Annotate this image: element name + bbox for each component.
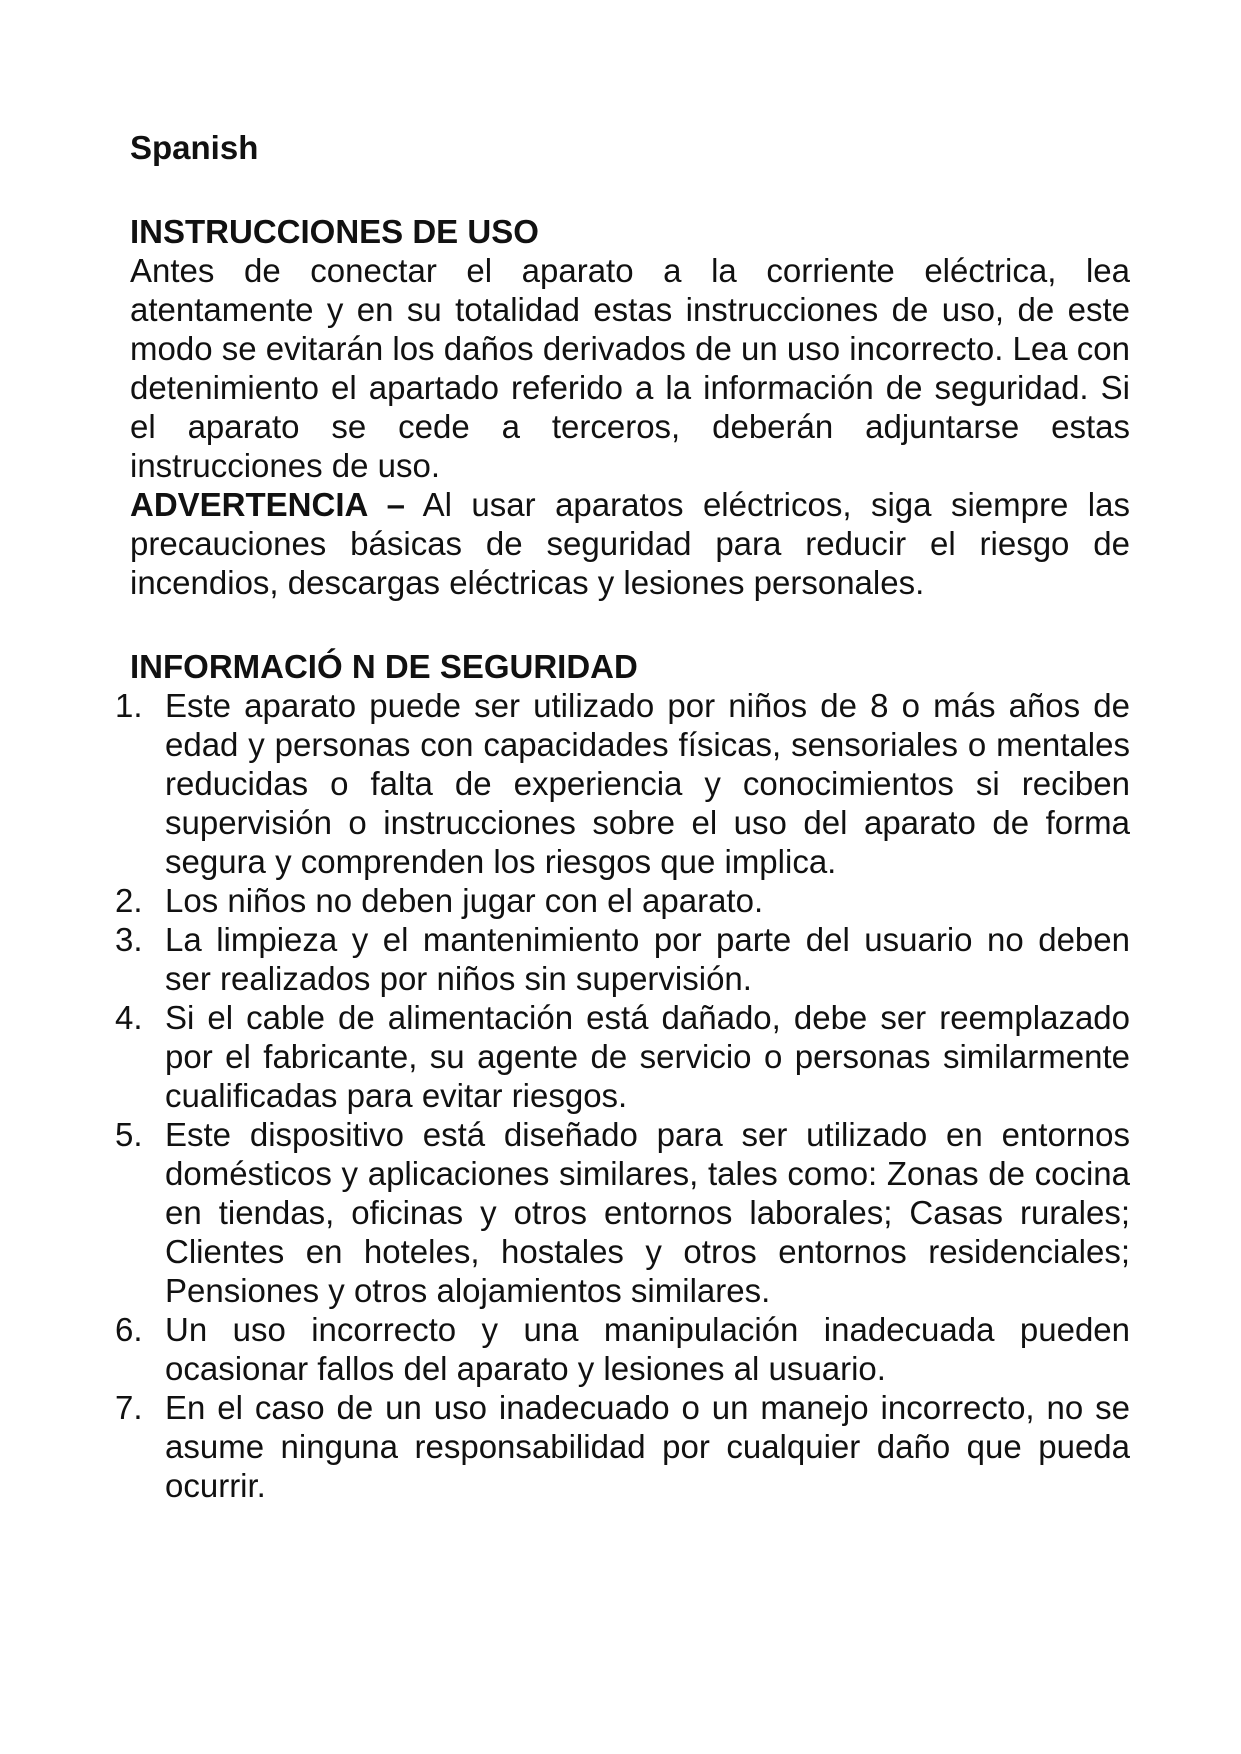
item-text: Un uso incorrecto y una manipulación inadecuada pueden ocasionar fallos del aparato y lesiones al usuario. [165,1311,1130,1387]
item-number: 6. [115,1311,143,1348]
item-text: Este dispositivo está diseñado para ser utilizado en entornos domésticos y aplicaciones similares, tales como: Zonas de cocina en tiendas, oficinas y otros entornos laborales; Casas rurales; Clientes en hoteles, hostales y otros entornos residenciales; Pensiones y otros alojamientos similares. [165,1116,1130,1309]
item-text: En el caso de un uso inadecuado o un manejo incorrecto, no se asume ninguna responsabilidad por cualquier daño que pueda ocurrir. [165,1389,1130,1504]
language-label: Spanish [130,129,259,166]
instructions-heading: INSTRUCCIONES DE USO [130,213,539,250]
item-text: Si el cable de alimentación está dañado, debe ser reemplazado por el fabricante, su agente de servicio o personas similarmente cualificadas para evitar riesgos. [165,999,1130,1114]
item-number: 1. [115,687,143,724]
warning-label: ADVERTENCIA – [130,486,405,523]
list-item [115,881,1140,920]
list-item [115,686,1140,881]
instructions-paragraph: Antes de conectar el aparato a la corriente eléctrica, lea atentamente y en su totalidad estas instrucciones de uso, de este modo se evitarán los daños derivados de un uso incorrecto. Lea con detenimiento el apartado referido a la información de seguridad. Si el aparato se cede a terceros, deberán adjuntarse estas instrucciones de uso. [130,252,1130,484]
list-item [115,1310,1140,1388]
item-number: 3. [115,921,143,958]
item-number: 7. [115,1389,143,1426]
safety-list [115,686,1140,1505]
safety-heading: INFORMACIÓ N DE SEGURIDAD [130,648,638,685]
item-text: Los niños no deben jugar con el aparato. [165,882,764,919]
document-page [115,128,1140,1505]
list-item [115,1115,1140,1310]
warning-paragraph [130,485,1140,602]
item-text: La limpieza y el mantenimiento por parte del usuario no deben ser realizados por niños sin supervisión. [165,921,1130,997]
item-text: Este aparato puede ser utilizado por niños de 8 o más años de edad y personas con capacidades físicas, sensoriales o mentales reducidas o falta de experiencia y conocimientos si reciben supervisión o instrucciones sobre el uso del aparato de forma segura y comprenden los riesgos que implica. [165,687,1130,880]
item-number: 2. [115,882,143,919]
warning-text: Al usar aparatos eléctricos, siga siempre las precauciones básicas de seguridad para reducir el riesgo de incendios, descargas eléctricas y lesiones personales. [130,486,1130,601]
list-item [115,920,1140,998]
list-item [115,998,1140,1115]
list-item [115,1388,1140,1505]
item-number: 4. [115,999,143,1036]
item-number: 5. [115,1116,143,1153]
